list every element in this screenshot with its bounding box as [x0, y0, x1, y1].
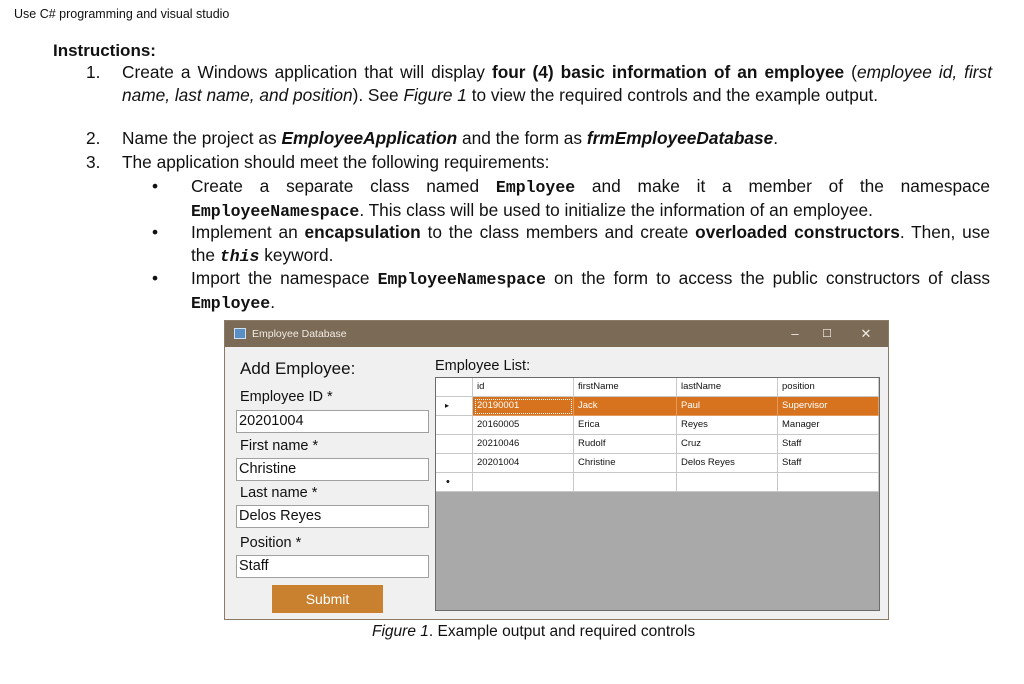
employee-grid[interactable]: [435, 377, 880, 611]
table-cell[interactable]: [677, 473, 778, 492]
row-header[interactable]: [436, 454, 473, 473]
item-number: 1.: [86, 62, 101, 82]
table-cell[interactable]: Jack: [574, 397, 677, 416]
column-header[interactable]: position: [778, 378, 879, 397]
text-run: Create a Windows application that will display: [122, 62, 492, 82]
emphasis-text: overloaded constructors: [695, 222, 900, 242]
table-cell[interactable]: [778, 473, 879, 492]
position-label: Position *: [240, 535, 302, 551]
emphasis-text: EmployeeNamespace: [377, 270, 546, 289]
figure-caption: [372, 623, 695, 641]
emphasis-text: four (4) basic information of an employee: [491, 62, 845, 82]
text-run: Name the project as: [122, 128, 282, 148]
requirement-bullet: [152, 175, 990, 223]
new-row-indicator-icon: •: [436, 473, 473, 492]
text-run: (: [844, 62, 857, 82]
position-input[interactable]: Staff: [236, 555, 429, 578]
text-run: Import the namespace: [191, 268, 378, 288]
figure-label: Figure 1: [372, 623, 429, 640]
emphasis-text: Employee: [495, 178, 576, 197]
grid-header-row: [436, 378, 879, 397]
table-cell[interactable]: Supervisor: [778, 397, 879, 416]
instruction-item: [86, 151, 992, 174]
app-window: [224, 320, 889, 620]
current-row-indicator-icon: ▸: [436, 397, 473, 416]
text-run: to view the required controls and the example output.: [466, 84, 879, 105]
first-name-label: First name *: [240, 438, 319, 454]
text-run: . This class will be used to initialize the information of an employee.: [359, 200, 873, 220]
text-run: keyword.: [259, 245, 334, 265]
table-cell[interactable]: [574, 473, 677, 492]
first-name-input[interactable]: Christine: [236, 458, 429, 481]
column-header[interactable]: lastName: [677, 378, 778, 397]
submit-button[interactable]: Submit: [272, 585, 383, 613]
table-cell[interactable]: 20160005: [473, 416, 574, 435]
table-cell[interactable]: [473, 473, 574, 492]
table-cell[interactable]: Staff: [778, 435, 879, 454]
item-text: [122, 127, 992, 150]
text-run: ). See: [352, 84, 404, 105]
employee-id-input[interactable]: 20201004: [236, 410, 429, 433]
app-icon: [234, 328, 246, 339]
new-row[interactable]: [436, 473, 879, 492]
table-cell[interactable]: 20190001: [473, 397, 574, 416]
text-run: Create a separate class named: [191, 176, 496, 196]
item-text: [122, 151, 992, 174]
instruction-item: [86, 127, 992, 150]
row-header-corner: [436, 378, 473, 397]
column-header[interactable]: firstName: [574, 378, 677, 397]
bullet-dot: •: [152, 268, 159, 288]
text-run: to the class members and create: [420, 222, 696, 242]
item-text: [122, 61, 992, 106]
bullet-dot: •: [152, 222, 159, 242]
table-cell[interactable]: 20210046: [473, 435, 574, 454]
table-row[interactable]: [436, 435, 879, 454]
item-number: 2.: [86, 128, 101, 148]
last-name-label: Last name *: [240, 485, 318, 501]
text-run: on the form to access the public constructors of class: [545, 268, 990, 288]
employee-id-label: Employee ID *: [240, 389, 333, 405]
table-cell[interactable]: Reyes: [677, 416, 778, 435]
bullet-text: [191, 267, 990, 315]
instruction-item: [86, 61, 992, 106]
emphasis-text: EmployeeApplication: [281, 128, 458, 148]
emphasis-text: employee id, first name, last name, and position: [122, 62, 993, 105]
table-cell[interactable]: Delos Reyes: [677, 454, 778, 473]
table-cell[interactable]: Christine: [574, 454, 677, 473]
text-run: .: [773, 128, 779, 148]
emphasis-text: EmployeeNamespace: [191, 202, 360, 221]
table-row[interactable]: [436, 416, 879, 435]
bullet-text: [191, 175, 990, 223]
bullet-text: [191, 221, 990, 268]
emphasis-text: frmEmployeeDatabase: [586, 128, 774, 148]
last-name-input[interactable]: Delos Reyes: [236, 505, 429, 528]
text-run: The application should meet the following requirements:: [122, 152, 550, 172]
text-run: and make it a member of the namespace: [575, 176, 990, 196]
bullet-dot: •: [152, 176, 159, 196]
window-titlebar: [225, 321, 888, 347]
table-row[interactable]: [436, 454, 879, 473]
minimize-button[interactable]: –: [791, 326, 799, 341]
employee-list-label: Employee List:: [435, 358, 531, 374]
table-cell[interactable]: Cruz: [677, 435, 778, 454]
table-cell[interactable]: Paul: [677, 397, 778, 416]
requirement-bullet: [152, 221, 990, 268]
table-cell[interactable]: Erica: [574, 416, 677, 435]
top-note: Use C# programming and visual studio: [14, 7, 230, 21]
window-title: Employee Database: [252, 328, 347, 340]
text-run: and the form as: [457, 128, 587, 148]
emphasis-text: this: [219, 247, 260, 266]
caption-text: . Example output and required controls: [428, 623, 696, 640]
close-button[interactable]: ✕: [860, 326, 872, 341]
instructions-heading: Instructions:: [53, 41, 156, 60]
add-employee-heading: Add Employee:: [240, 359, 356, 378]
table-cell[interactable]: Staff: [778, 454, 879, 473]
maximize-button[interactable]: ☐: [822, 328, 832, 340]
text-run: .: [270, 292, 276, 312]
table-cell[interactable]: Rudolf: [574, 435, 677, 454]
table-row[interactable]: [436, 397, 879, 416]
row-header[interactable]: [436, 416, 473, 435]
emphasis-text: Employee: [191, 294, 271, 313]
emphasis-text: Figure 1: [403, 84, 467, 105]
text-run: . Then, use the: [191, 222, 990, 265]
text-run: Implement an: [191, 222, 305, 242]
emphasis-text: encapsulation: [304, 222, 421, 242]
table-cell[interactable]: 20201004: [473, 454, 574, 473]
item-number: 3.: [86, 152, 101, 172]
table-cell[interactable]: Manager: [778, 416, 879, 435]
column-header[interactable]: id: [473, 378, 574, 397]
row-header[interactable]: [436, 435, 473, 454]
requirement-bullet: [152, 267, 990, 315]
